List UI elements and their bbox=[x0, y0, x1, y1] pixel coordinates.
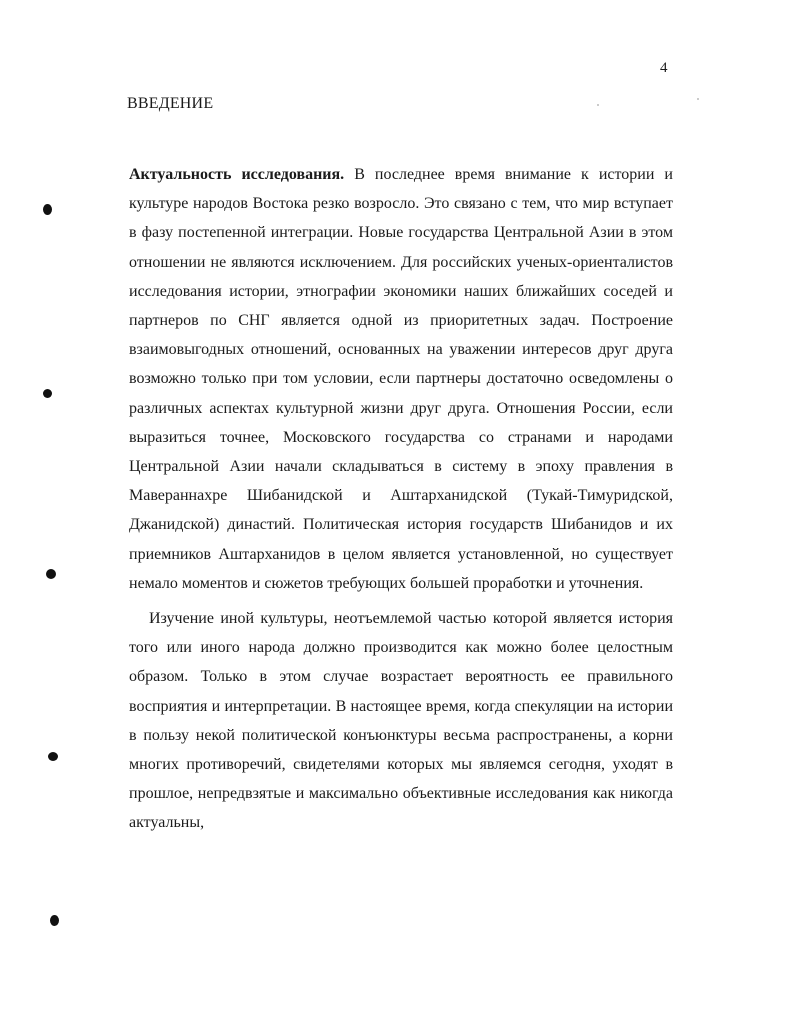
paragraph-2: Изучение иной культуры, неотъемлемой частью которой является история того или иного народа должно производится как можно более целостным образом. Только в этом случае возрастает вероятность ее правильного восприятия и интерпретации. В настоящее время, когда спекуляции на истории в пользу некой политической конъюнктуры весьма распространены, а корни многих противоречий, свидетелями которых мы являемся сегодня, уходят в прошлое, непредвзятые и максимально объективные исследования как никогда актуальны, bbox=[129, 610, 673, 832]
binder-hole-mark bbox=[46, 569, 56, 579]
scan-speck bbox=[597, 104, 599, 106]
binder-hole-mark bbox=[50, 915, 59, 926]
paragraph-1 bbox=[129, 160, 673, 598]
binder-hole-mark bbox=[48, 752, 58, 761]
page-number: 4 bbox=[660, 60, 668, 76]
paragraph-lead: Актуальность исследования. bbox=[129, 166, 345, 183]
scan-speck bbox=[697, 98, 699, 100]
section-heading: ВВЕДЕНИЕ bbox=[127, 95, 214, 112]
body-text bbox=[129, 160, 673, 838]
binder-hole-mark bbox=[43, 389, 52, 398]
paragraph-text: В последнее время внимание к истории и культуре народов Востока резко возросло. Это связано с тем, что мир вступает в фазу постепенной интеграции. Новые государства Центральной Азии в этом отношении не являются исключением. Для российских ученых-ориенталистов исследования истории, этнографии экономики наших ближайших соседей и партнеров по СНГ является одной из приоритетных задач. Построение взаимовыгодных отношений, основанных на уважении интересов друг друга возможно только при том условии, если партнеры достаточно осведомлены о различных аспектах культурной жизни друг друга. Отношения России, если выразиться точнее, Московского государства со странами и народами Центральной Азии начали складываться в систему в эпоху правления в Мавераннахре Шибанидской и Аштарханидской (Тукай-Тимуридской, Джанидской) династий. Политическая история государств Шибанидов и их приемников Аштарханидов в целом является установленной, но существует немало моментов и сюжетов требующих большей проработки и уточнения. bbox=[129, 166, 673, 592]
binder-hole-mark bbox=[43, 204, 52, 215]
